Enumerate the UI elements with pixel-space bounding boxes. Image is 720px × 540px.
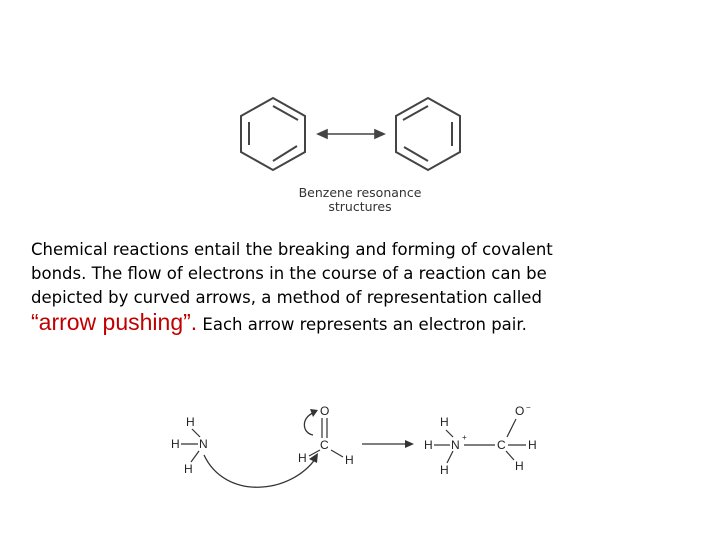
caption-line-1: Benzene resonance [298,185,422,200]
atom-n: N [199,437,208,451]
plus-charge: + [462,433,467,442]
reaction-arrow [362,440,414,448]
atom-o: O [320,404,330,418]
atom-h: H [184,462,193,476]
text-line-2: bonds. The flow of electrons in the course of a reaction can be [31,264,547,283]
caption-line-2: structures [328,199,392,214]
product-molecule [424,403,537,477]
electron-pair-arrow-co-to-o [304,413,313,435]
atom-h: H [298,451,307,465]
atom-n: N [451,438,460,452]
atom-h: H [186,415,195,429]
text-line-1: Chemical reactions entail the breaking and forming of covalent [31,240,553,259]
atom-h: H [440,415,449,429]
ammonia-molecule [171,415,208,476]
arrow-pushing-term: “arrow pushing”. [31,309,198,335]
atom-h: H [515,459,524,473]
atom-c: C [497,438,506,452]
atom-h: H [440,463,449,477]
atom-h: H [424,438,433,452]
atom-h: H [528,438,537,452]
minus-charge: − [526,403,531,412]
arrowhead [310,409,318,417]
atom-h: H [345,453,354,467]
atom-o: O [515,404,525,418]
atom-h: H [171,437,180,451]
atom-c: C [320,438,329,452]
text-line-4-rest: Each arrow represents an electron pair. [197,315,527,334]
formaldehyde-molecule [298,404,354,467]
text-line-3: depicted by curved arrows, a method of representation called [31,288,542,307]
